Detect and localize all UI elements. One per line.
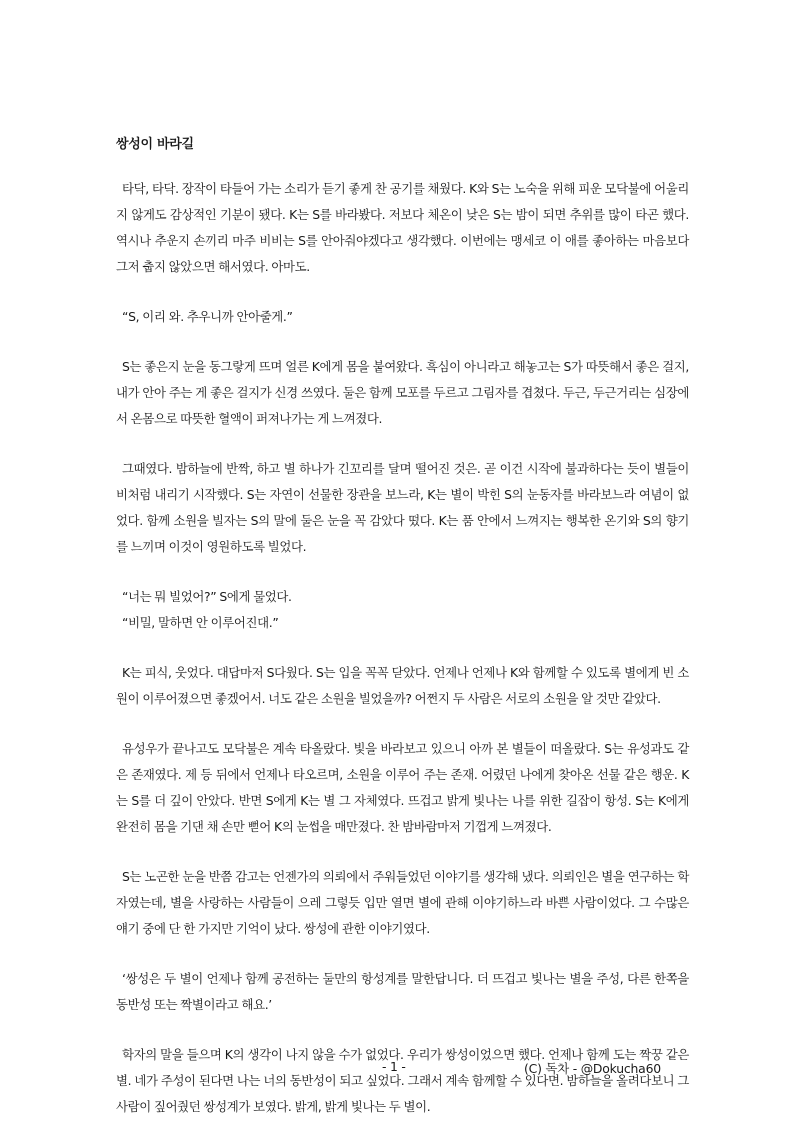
- story-body: [116, 176, 689, 1144]
- paragraph-4: 그때였다. 밤하늘에 반짝, 하고 별 하나가 긴꼬리를 달며 떨어진 것은. 곧 이건 시작에 불과하다는 듯이 별들이 비처럼 내리기 시작했다. S는 자연이 선물한 장관을 보느라, K는 별이 박힌 S의 눈동자를 바라보느라 여념이 없었다. 함께 소원을 빌자는 S의 말에 둘은 눈을 꼭 감았다 떴다. K는 품 안에서 느껴지는 행복한 온기와 S의 향기를 느끼며 이것이 영원하도록 빌었다.: [116, 461, 689, 554]
- paragraph-6: “비밀, 말하면 안 이루어진대.”: [122, 615, 279, 630]
- paragraph-10: ‘쌍성은 두 별이 언제나 함께 공전하는 둘만의 항성계를 말한답니다. 더 뜨겁고 빛나는 별을 주성, 다른 한쪽을 동반성 또는 짝별이라고 해요.’: [116, 971, 689, 1012]
- paragraph-1: 타닥, 타닥. 장작이 타들어 가는 소리가 듣기 좋게 찬 공기를 채웠다. K와 S는 노숙을 위해 피운 모닥불에 어울리지 않게도 감상적인 기분이 됐다. K는 S를 바라봤다. 저보다 체온이 낮은 S는 밤이 되면 추위를 많이 타곤 했다. 역시나 추운지 손끼리 마주 비비는 S를 안아줘야겠다고 생각했다. 이번에는 맹세코 이 애를 좋아하는 마음보다 그저 춥지 않았으면 해서였다. 아마도.: [116, 181, 689, 274]
- copyright-credit: (C) 독차 - @Dokucha60: [524, 1061, 661, 1076]
- paragraph-7: K는 피식, 웃었다. 대답마저 S다웠다. S는 입을 꼭꼭 닫았다. 언제나 언제나 K와 함께할 수 있도록 별에게 빈 소원이 이루어졌으면 좋겠어서. 너도 같은 소원을 빌었을까? 어쩐지 두 사람은 서로의 소원을 알 것만 같았다.: [116, 665, 689, 706]
- story-title: 쌍성이 바라길: [116, 137, 194, 152]
- paragraph-5: “너는 뭐 빌었어?” S에게 물었다.: [122, 589, 292, 604]
- paragraph-2: “S, 이리 와. 추우니까 안아줄게.”: [122, 309, 293, 324]
- paragraph-8: 유성우가 끝나고도 모닥불은 계속 타올랐다. 빛을 바라보고 있으니 아까 본 별들이 떠올랐다. S는 유성과도 같은 존재였다. 제 등 뒤에서 언제나 타오르며, 소원을 이루어 주는 존재. 어렸던 나에게 찾아온 선물 같은 행운. K는 S를 더 깊이 안았다. 반면 S에게 K는 별 그 자체였다. 뜨겁고 밝게 빛나는 나를 위한 길잡이 항성. S는 K에게 완전히 몸을 기댄 채 손만 뻗어 K의 눈썹을 매만졌다. 찬 밤바람마저 기껍게 느껴졌다.: [116, 741, 689, 834]
- paragraph-11: 학자의 말을 들으며 K의 생각이 나지 않을 수가 없었다. 우리가 쌍성이었으면 했다. 언제나 함께 도는 짝꿍 같은 별. 네가 주성이 된다면 나는 너의 동반성이 되고 싶었다. 그래서 계속 함께할 수 있다면. 밤하늘을 올려다보니 그 사람이 짚어줬던 쌍성계가 보였다. 밝게, 밝게 빛나는 두 별이.: [116, 1047, 689, 1114]
- paragraph-9: S는 노곤한 눈을 반쯤 감고는 언젠가의 의뢰에서 주워들었던 이야기를 생각해 냈다. 의뢰인은 별을 연구하는 학자였는데, 별을 사랑하는 사람들이 으레 그렇듯 입만 열면 별에 관해 이야기하느라 바쁜 사람이었다. 그 수많은 얘기 중에 단 한 가지만 기억이 났다. 쌍성에 관한 이야기였다.: [116, 869, 689, 936]
- page-number: - 1 -: [382, 1059, 406, 1074]
- paragraph-3: S는 좋은지 눈을 동그랗게 뜨며 얼른 K에게 몸을 붙여왔다. 흑심이 아니라고 해놓고는 S가 따뜻해서 좋은 걸지, 내가 안아 주는 게 좋은 걸지가 신경 쓰였다. 둘은 함께 모포를 두르고 그림자를 겹쳤다. 두근, 두근거리는 심장에서 온몸으로 따뜻한 혈액이 퍼져나가는 게 느껴졌다.: [116, 359, 689, 426]
